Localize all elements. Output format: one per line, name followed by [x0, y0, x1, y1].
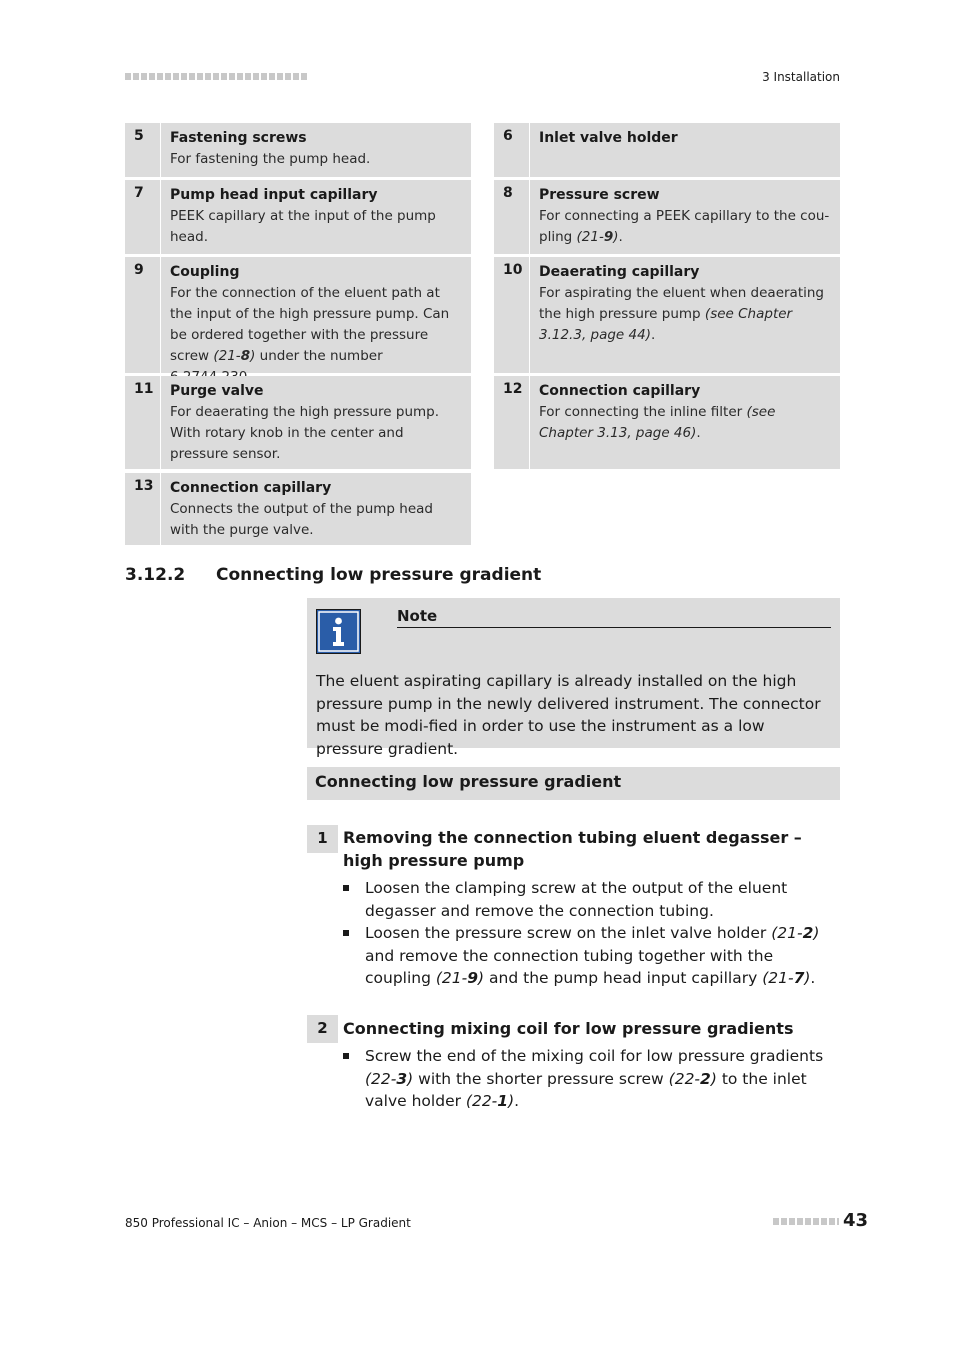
info-icon — [316, 609, 361, 654]
header-chapter: 3 Installation — [762, 70, 840, 84]
legend-item-7 — [125, 180, 471, 254]
legend-title: Pump head input capillary — [170, 187, 378, 203]
list-item: Loosen the clamping screw at the output of the eluent degasser and remove the connection tubing. — [343, 877, 833, 922]
legend-item-5 — [125, 123, 471, 177]
legend-item-10 — [494, 257, 840, 373]
step-number: 2 — [307, 1015, 338, 1043]
legend-item-11 — [125, 376, 471, 469]
chapter-link[interactable]: (see Chapter 3.13, page 46) — [539, 404, 776, 441]
bullet-square-icon — [343, 885, 349, 891]
note-body: The eluent aspirating capillary is already installed on the high pressure pump in the newly delivered instrument. The connector must be modi-fied in order to use the instrument as a low pressure gradient. — [316, 672, 821, 758]
legend-item-8 — [494, 180, 840, 254]
page-number: 43 — [842, 1210, 868, 1231]
legend-title: Inlet valve holder — [539, 130, 678, 146]
legend-title: Fastening screws — [170, 130, 307, 146]
section-heading — [125, 565, 541, 585]
legend-desc: For deaerating the high pressure pump. With rotary knob in the center and pressure sensor. — [170, 404, 440, 462]
footer-decoration — [773, 1218, 839, 1225]
legend-desc: For aspirating the eluent when deaerating the high pressure pump (see Chapter 3.12.3, page 44). — [539, 285, 824, 343]
legend-title: Connection capillary — [539, 383, 701, 399]
legend-number: 9 — [125, 257, 161, 373]
footer-doc-title: 850 Professional IC – Anion – MCS – LP Gradient — [125, 1216, 411, 1230]
legend-title: Purge valve — [170, 383, 264, 399]
legend-item-12 — [494, 376, 840, 469]
legend-number: 12 — [494, 376, 530, 469]
legend-desc: For fastening the pump head. — [170, 151, 371, 167]
legend-desc: For connecting the inline filter (see Chapter 3.13, page 46). — [539, 404, 776, 441]
legend-number: 6 — [494, 123, 530, 177]
bullet-square-icon — [343, 1053, 349, 1059]
list-item: Loosen the pressure screw on the inlet valve holder (21-2) and remove the connection tubing together with the coupling (21-9) and the pump head input capillary (21-7). — [343, 922, 833, 990]
legend-item-13 — [125, 473, 471, 545]
chapter-link[interactable]: (see Chapter 3.12.3, page 44) — [539, 306, 793, 343]
legend-title: Connection capillary — [170, 480, 332, 496]
note-title: Note — [397, 607, 831, 628]
legend-number: 7 — [125, 180, 161, 254]
legend-number: 11 — [125, 376, 161, 469]
legend-item-9 — [125, 257, 471, 373]
legend-title: Pressure screw — [539, 187, 660, 203]
section-title: Connecting low pressure gradient — [216, 565, 542, 585]
list-item: Screw the end of the mixing coil for low pressure gradients (22-3) with the shorter pressure screw (22-2) to the inlet valve holder (22-1). — [343, 1045, 833, 1113]
legend-desc: For connecting a PEEK capillary to the cou-pling (21-9). — [539, 208, 830, 245]
step-number: 1 — [307, 825, 338, 853]
legend-title: Coupling — [170, 264, 240, 280]
legend-number: 13 — [125, 473, 161, 545]
legend-title: Deaerating capillary — [539, 264, 700, 280]
legend-desc: PEEK capillary at the input of the pump head. — [170, 208, 436, 245]
step-title: Connecting mixing coil for low pressure gradients — [343, 1019, 794, 1038]
section-number: 3.12.2 — [125, 565, 186, 585]
legend-item-6 — [494, 123, 840, 177]
header-decoration — [125, 73, 307, 80]
step-bullets — [343, 877, 833, 990]
procedure-title: Connecting low pressure gradient — [307, 767, 840, 800]
legend-number: 8 — [494, 180, 530, 254]
legend-number: 5 — [125, 123, 161, 177]
bullet-square-icon — [343, 930, 349, 936]
step-title: Removing the connection tubing eluent degasser – high pressure pump — [343, 828, 802, 870]
step-bullets — [343, 1045, 833, 1113]
legend-desc: For the connection of the eluent path at the input of the high pressure pump. Can be ordered together with the pressure screw (21-8) under the number — [170, 285, 450, 364]
note-box — [307, 598, 840, 758]
legend-desc: Connects the output of the pump head with the purge valve. — [170, 501, 433, 538]
legend-number: 10 — [494, 257, 530, 373]
